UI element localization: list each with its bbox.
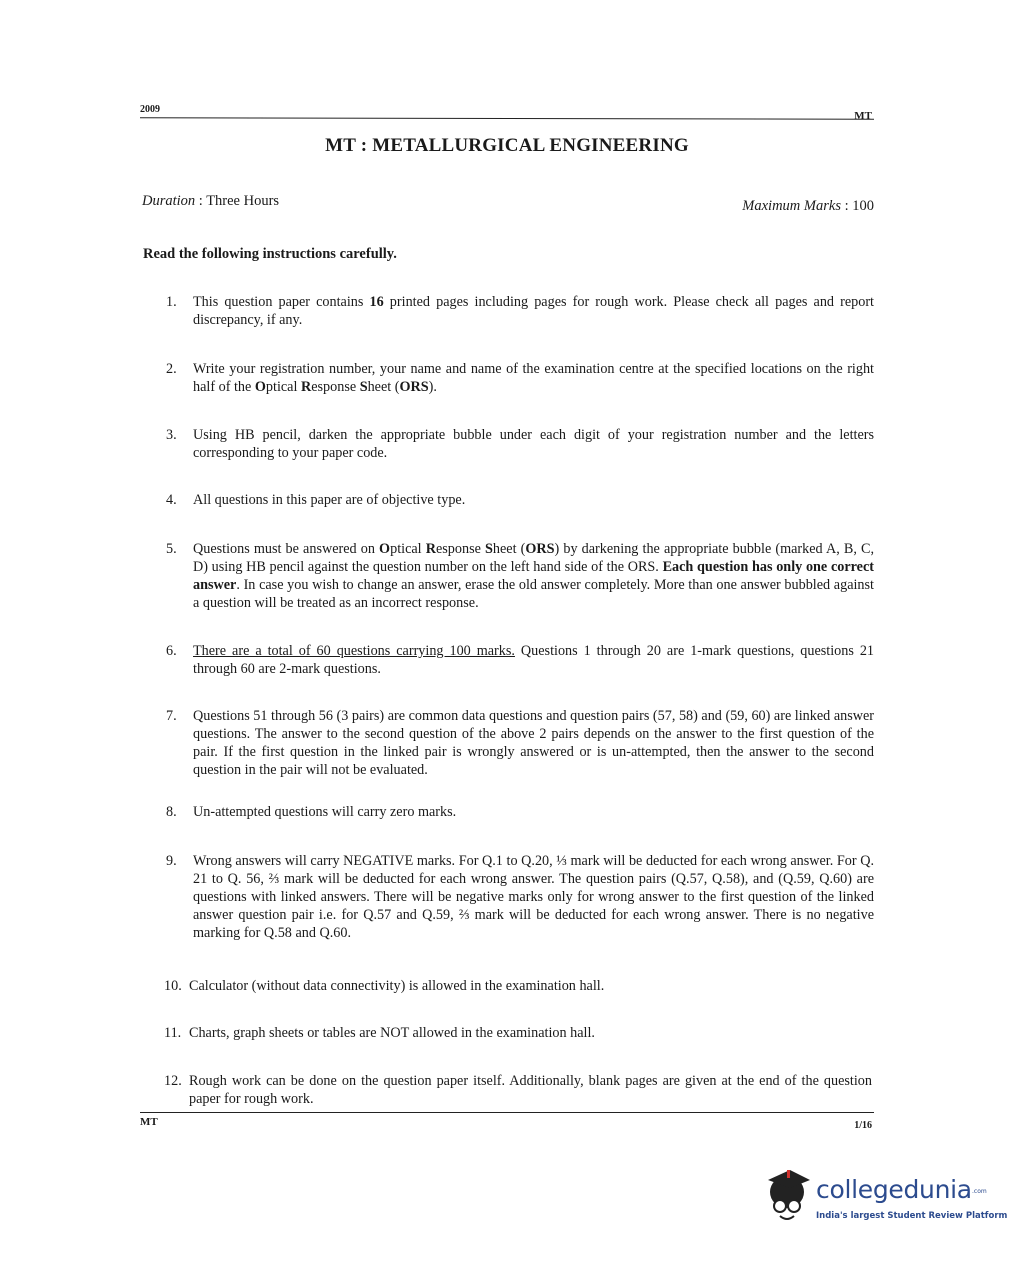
instruction-number: 1.: [166, 294, 177, 310]
page-title: MT : METALLURGICAL ENGINEERING: [325, 135, 689, 156]
instruction-text: Rough work can be done on the question paper itself. Additionally, blank pages are given at the end of the question paper for rough work.: [189, 1073, 872, 1107]
instruction-number: 9.: [166, 853, 177, 869]
instruction-number: 6.: [166, 643, 177, 659]
instruction-number: 5.: [166, 541, 177, 557]
instruction-number: 4.: [166, 492, 177, 508]
instruction-number: 8.: [166, 804, 177, 820]
instructions-heading: Read the following instructions carefully.: [143, 246, 397, 262]
instruction-number: 7.: [166, 708, 177, 724]
header-year: 2009: [140, 104, 160, 115]
instruction-text: Questions 51 through 56 (3 pairs) are common data questions and question pairs (57, 58) and (59, 60) are linked answer questions. The answer to the second question of the above 2 pairs depends on the answer to the first question of the pair. If the first question in the linked pair is wrongly answered or is un-attempted, then the answer to the second question in the pair will not be evaluated.: [193, 708, 874, 778]
maximum-marks: [742, 198, 874, 215]
logo-tagline: India's largest Student Review Platform: [816, 1211, 1008, 1221]
footer-paper-code: MT: [140, 1116, 158, 1128]
instruction-item: [166, 540, 874, 612]
instruction-text: All questions in this paper are of objective type.: [193, 492, 466, 508]
logo-suffix: .com: [972, 1188, 987, 1195]
instruction-text: Wrong answers will carry NEGATIVE marks. For Q.1 to Q.20, ⅓ mark will be deducted for each wrong answer. For Q. 21 to Q. 56, ⅔ mark will be deducted for each wrong answer. The question pairs (Q.57, Q.58), and (Q.59, Q.60) are questions with linked answers. There will be negative marks only for wrong answer to the first question of the linked answer question pair i.e. for Q.57 and Q.59, ⅔ mark will be deducted for each wrong answer. There is no negative marking for Q.58 and Q.60.: [193, 853, 874, 941]
instruction-text: Calculator (without data connectivity) is allowed in the examination hall.: [189, 978, 605, 994]
instruction-number: 11.: [164, 1025, 182, 1041]
footer-page-number: 1/16: [854, 1120, 872, 1131]
instruction-text: Write your registration number, your name and name of the examination centre at the specified locations on the right half of the Optical Response Sheet (ORS).: [193, 361, 874, 395]
instruction-item: [166, 360, 874, 396]
duration-label: Duration: [142, 193, 196, 209]
instruction-item: [166, 803, 874, 821]
instruction-item: [164, 977, 872, 995]
instruction-number: 2.: [166, 361, 177, 377]
duration-value: : Three Hours: [198, 193, 280, 209]
instruction-number: 12.: [164, 1073, 182, 1089]
header-paper-code: MT: [854, 110, 872, 122]
instruction-number: 10.: [164, 978, 182, 994]
instruction-item: [166, 707, 874, 779]
instruction-item: [164, 1072, 872, 1108]
maximum-marks-value: : 100: [844, 198, 874, 214]
duration: [142, 193, 279, 210]
instruction-text: There are a total of 60 questions carrying 100 marks. Questions 1 through 20 are 1-mark questions, questions 21 through 60 are 2-mark questions.: [193, 643, 875, 677]
instruction-item: [166, 491, 874, 509]
instruction-item: [166, 642, 874, 678]
instruction-item: [166, 852, 874, 942]
footer-rule: [140, 1112, 874, 1113]
instruction-text: Using HB pencil, darken the appropriate bubble under each digit of your registration number and the letters corresponding to your paper code.: [193, 427, 874, 461]
instruction-item: [166, 293, 874, 329]
instruction-text: This question paper contains 16 printed pages including pages for rough work. Please check all pages and report discrepancy, if any.: [193, 294, 874, 328]
instruction-text: Un-attempted questions will carry zero marks.: [193, 804, 457, 820]
instruction-text: Questions must be answered on Optical Response Sheet (ORS) by darkening the appropriate bubble (marked A, B, C, D) using HB pencil against the question number on the left hand side of the ORS. Each question has only one correct answer. In case you wish to change an answer, erase the old answer completely. More than one answer bubbled against a question will be treated as an incorrect response.: [193, 541, 874, 611]
instruction-item: [164, 1024, 872, 1042]
instruction-text: Charts, graph sheets or tables are NOT allowed in the examination hall.: [189, 1025, 595, 1041]
instruction-item: [166, 426, 874, 462]
instruction-number: 3.: [166, 427, 177, 443]
maximum-marks-label: Maximum Marks: [742, 198, 841, 214]
logo-wordmark: collegedunia: [816, 1175, 972, 1204]
header-rule: [140, 117, 874, 120]
